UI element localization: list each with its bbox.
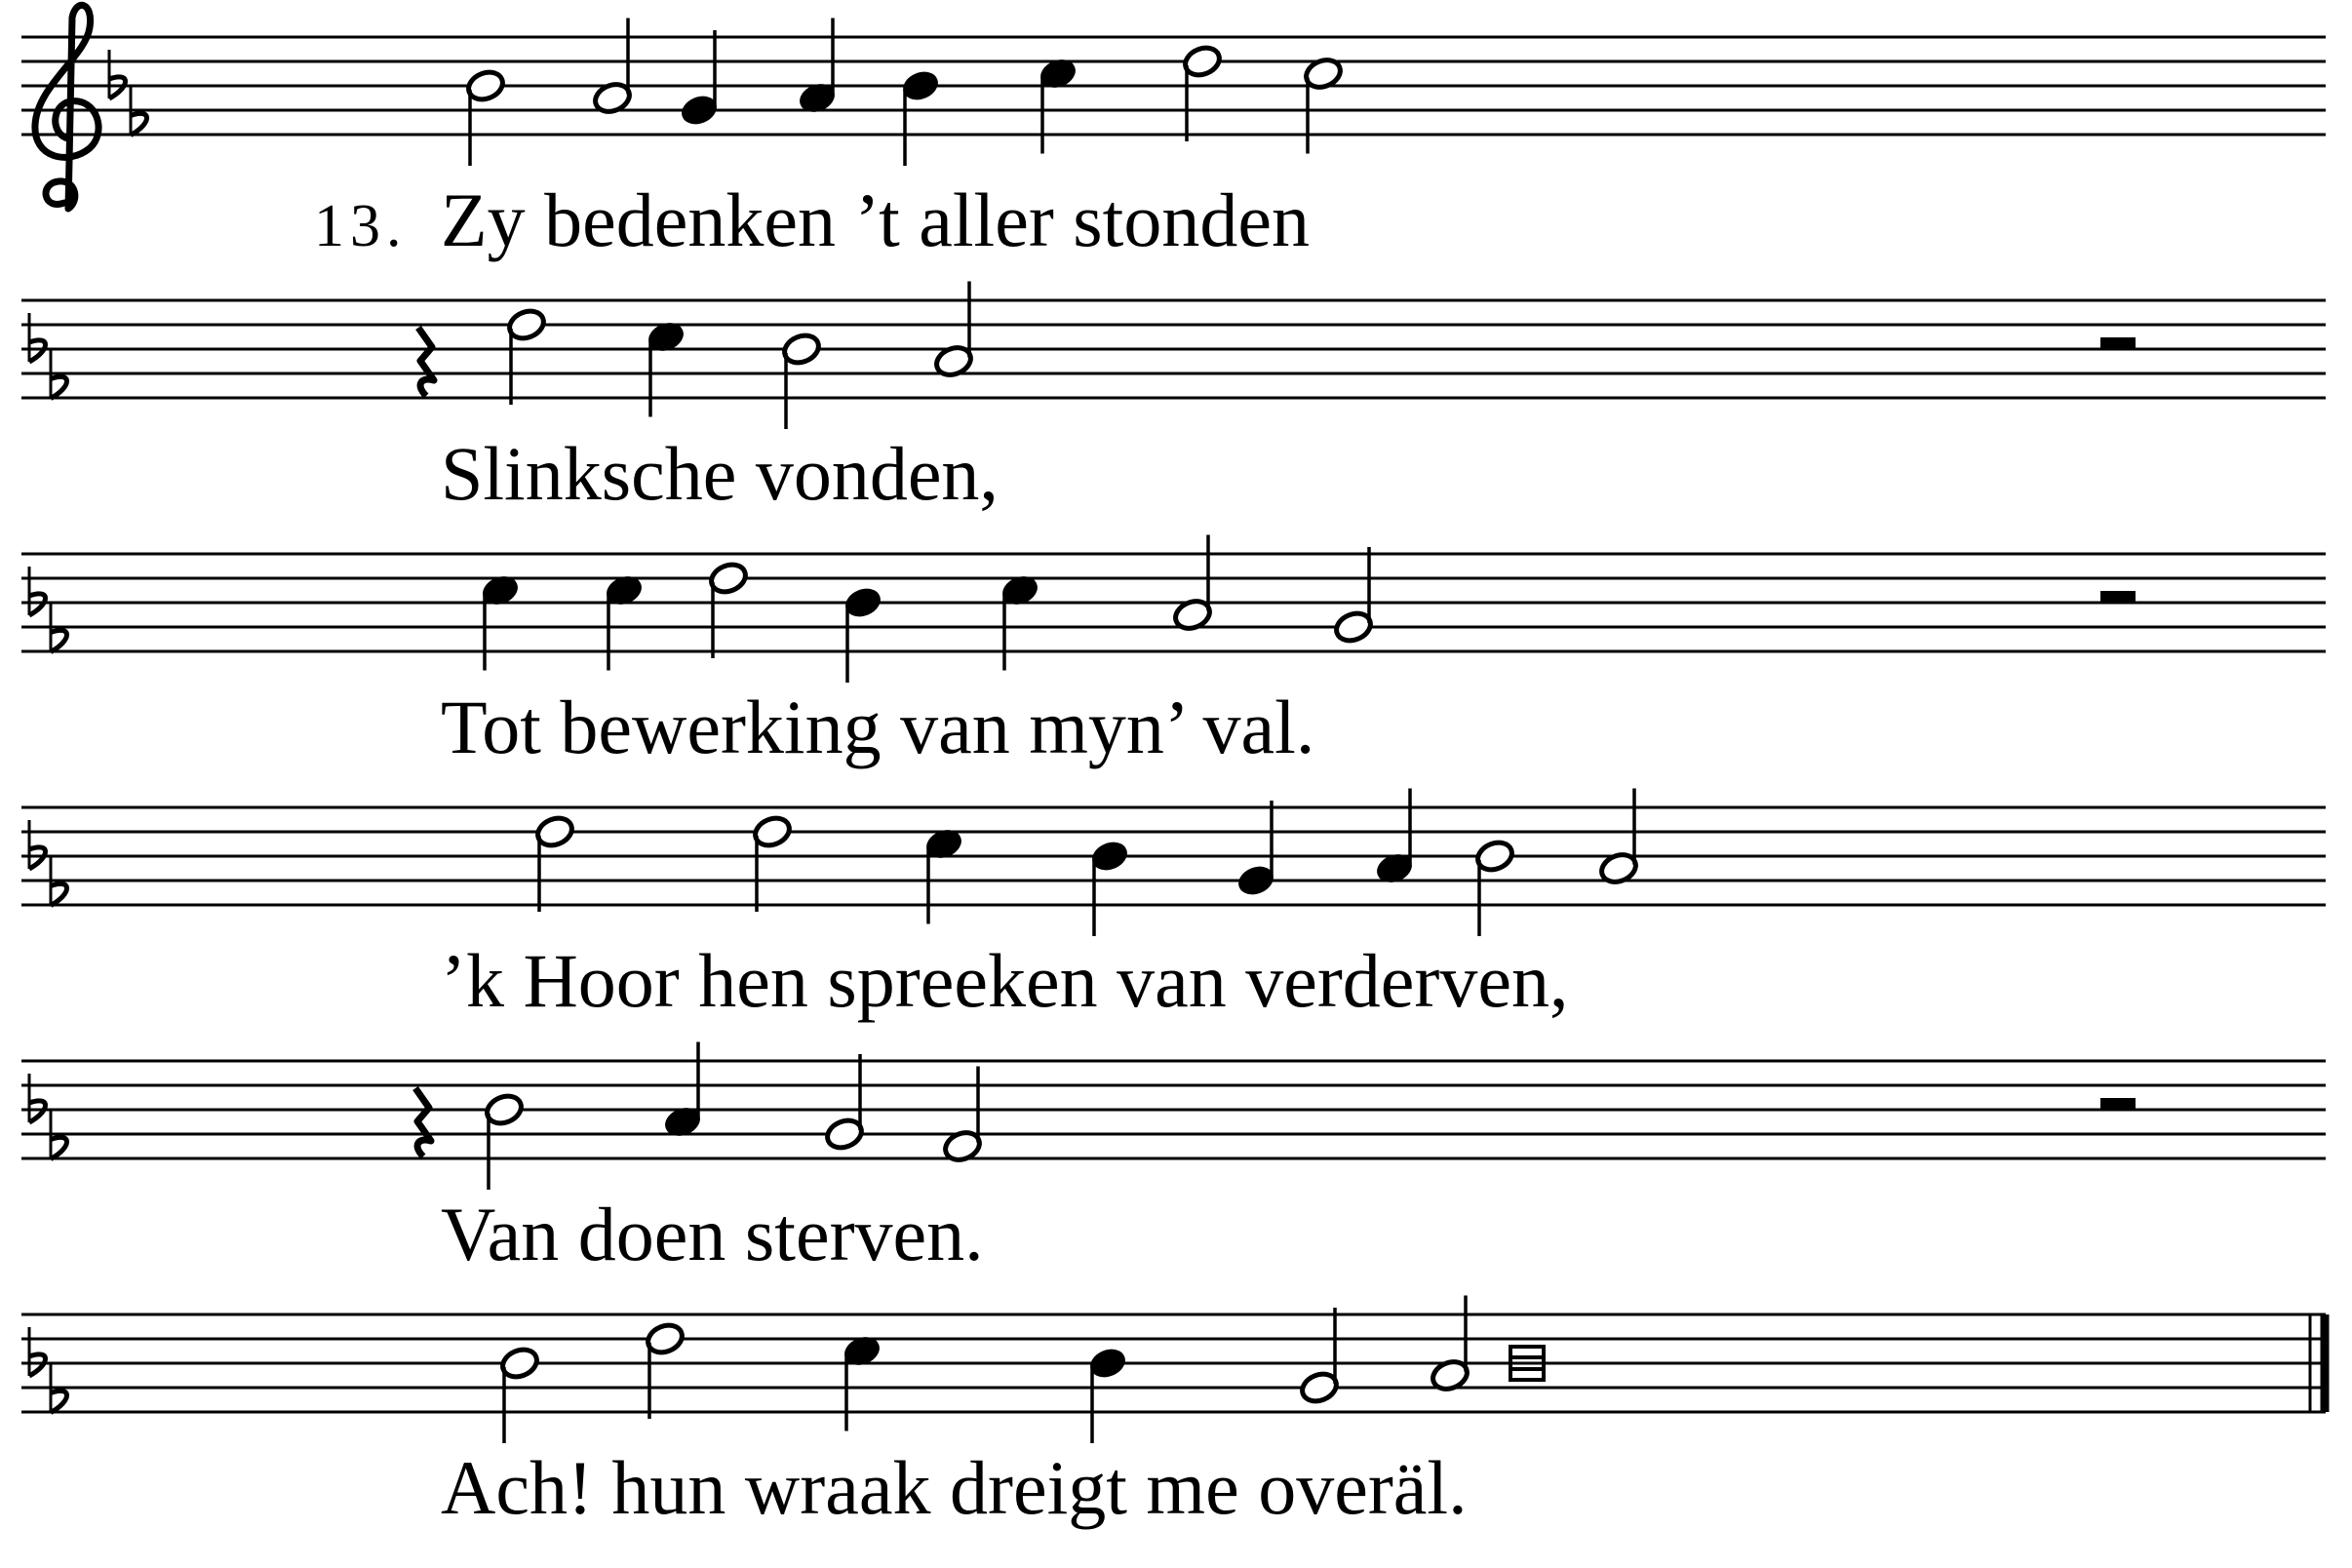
note bbox=[922, 826, 964, 924]
flat-icon bbox=[29, 313, 46, 362]
note bbox=[498, 1345, 540, 1443]
note bbox=[842, 584, 883, 683]
note bbox=[1298, 1308, 1340, 1406]
lyric-line: ’k Hoor hen spreeken van verderven, bbox=[441, 938, 1569, 1023]
flat-icon bbox=[29, 820, 46, 869]
half-rest bbox=[2100, 337, 2136, 350]
lyric-line: Zy bedenken ’t aller stonden bbox=[441, 177, 1310, 262]
note bbox=[1037, 56, 1078, 154]
staff-system bbox=[21, 5, 2326, 262]
note bbox=[823, 1054, 865, 1153]
quarter-rest bbox=[418, 328, 434, 396]
note bbox=[1171, 535, 1213, 634]
flat-icon bbox=[29, 1327, 46, 1376]
note bbox=[941, 1067, 983, 1165]
staff-system bbox=[21, 282, 2326, 517]
note bbox=[1332, 547, 1374, 646]
half-rest bbox=[2100, 1098, 2136, 1111]
note bbox=[1473, 838, 1515, 936]
note bbox=[1429, 1296, 1470, 1394]
verse-number: 13. bbox=[314, 193, 408, 259]
lyric-line: Slinksche vonden, bbox=[441, 431, 999, 516]
note bbox=[591, 19, 633, 117]
note bbox=[603, 572, 645, 671]
note bbox=[479, 572, 521, 671]
note bbox=[644, 1320, 686, 1419]
lyric-line: Ach! hun wraak dreigt me overäl. bbox=[441, 1445, 1468, 1530]
note bbox=[678, 30, 720, 129]
note bbox=[483, 1091, 525, 1190]
staff-system bbox=[21, 535, 2326, 770]
note bbox=[1235, 801, 1276, 899]
note bbox=[751, 813, 793, 912]
note bbox=[645, 319, 686, 417]
flat-icon bbox=[109, 50, 126, 98]
staff-system bbox=[21, 1296, 2326, 1531]
note bbox=[1302, 56, 1344, 154]
note bbox=[1088, 838, 1130, 936]
note bbox=[661, 1042, 703, 1141]
flat-icon bbox=[29, 1074, 46, 1122]
lyric-line: Tot bewerking van myn’ val. bbox=[441, 685, 1315, 769]
note bbox=[1086, 1345, 1128, 1443]
note bbox=[1597, 789, 1639, 887]
score-systems bbox=[21, 5, 2326, 1530]
note bbox=[505, 306, 547, 405]
note bbox=[899, 67, 941, 166]
note bbox=[707, 560, 749, 658]
lyric-line: Van doen sterven. bbox=[441, 1192, 984, 1276]
note bbox=[932, 282, 974, 380]
half-rest bbox=[2100, 591, 2136, 604]
note bbox=[1181, 43, 1223, 141]
note bbox=[533, 813, 575, 912]
quarter-rest bbox=[415, 1088, 431, 1156]
note bbox=[999, 572, 1040, 671]
note bbox=[841, 1333, 882, 1431]
staff-system bbox=[21, 1042, 2326, 1277]
staff-system bbox=[21, 789, 2326, 1024]
note bbox=[1373, 789, 1415, 887]
note bbox=[796, 19, 838, 117]
note bbox=[780, 331, 822, 429]
note bbox=[464, 67, 506, 166]
flat-icon bbox=[29, 567, 46, 615]
